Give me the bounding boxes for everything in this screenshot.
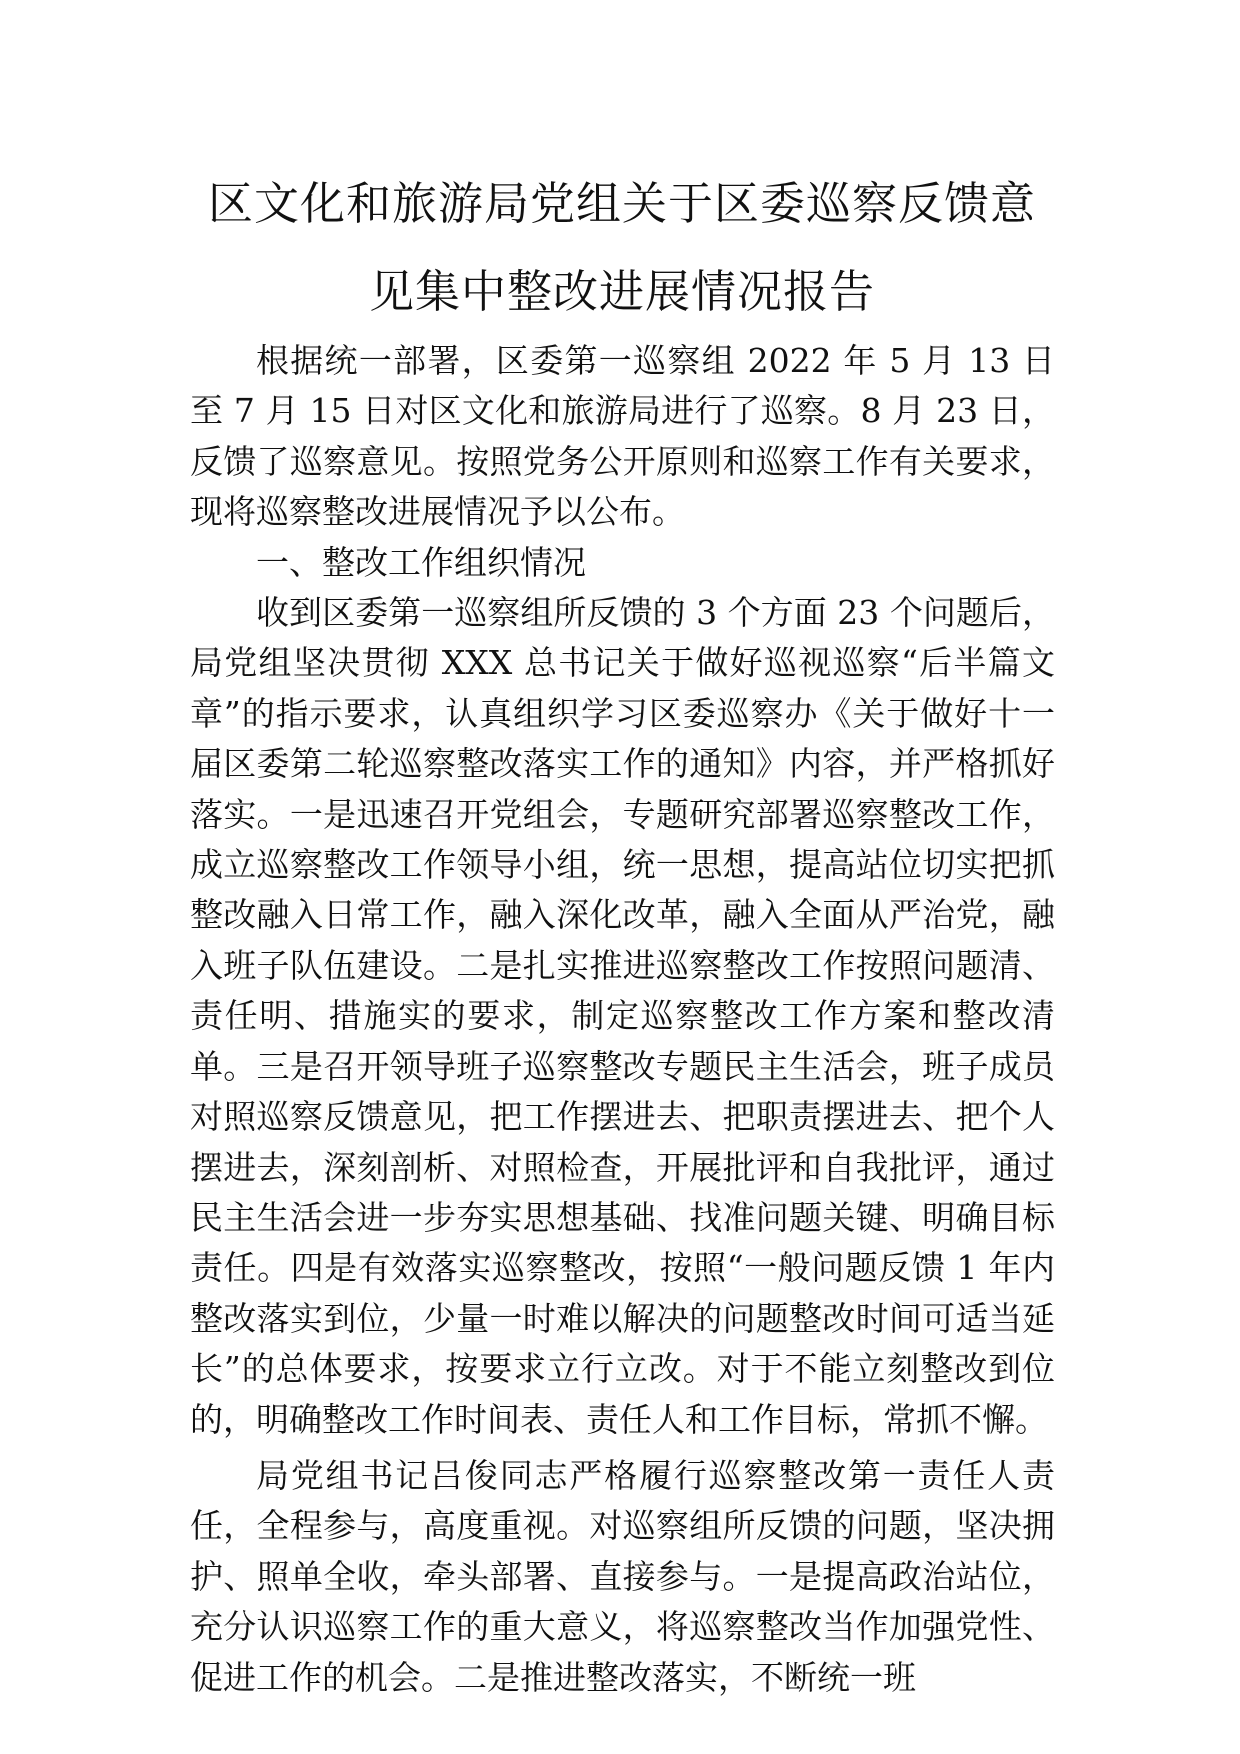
document-body (190, 336, 1055, 1703)
document-title (182, 160, 1062, 336)
document-page (190, 160, 1055, 1703)
paragraph-secretary: 局党组书记吕俊同志严格履行巡察整改第一责任人责任，全程参与，高度重视。对巡察组所反馈的问题，坚决拥护、照单全收，牵头部署、直接参与。一是提高政治站位，充分认识巡察工作的重大意义，将巡察整改当作加强党性、促进工作的机会。二是推进整改落实，不断统一班 (190, 1455, 1055, 1697)
title-line-1: 区文化和旅游局党组关于区委巡察反馈意 (207, 177, 1036, 230)
paragraph-organization: 收到区委第一巡察组所反馈的 3 个方面 23 个问题后，局党组坚决贯彻 XXX 总书记关于做好巡视巡察“后半篇文章”的指示要求，认真组织学习区委巡察办《关于做好十一届区委第二轮巡察整改落实工作的通知》内容，并严格抓好落实。一是迅速召开党组会，专题研究部署巡察整改工作，成立巡察整改工作领导小组，统一思想，提高站位切实把抓整改融入日常工作，融入深化改革，融入全面从严治党，融入班子队伍建设。二是扎实推进巡察整改工作按照问题清、责任明、措施实的要求，制定巡察整改工作方案和整改清单。三是召开领导班子巡察整改专题民主生活会，班子成员对照巡察反馈意见，把工作摆进去、把职责摆进去、把个人摆进去，深刻剖析、对照检查，开展批评和自我批评，通过民主生活会进一步夯实思想基础、找准问题关键、明确目标责任。四是有效落实巡察整改，按照“一般问题反馈 1 年内整改落实到位，少量一时难以解决的问题整改时间可适当延长”的总体要求，按要求立行立改。对于不能立刻整改到位的，明确整改工作时间表、责任人和工作目标，常抓不懈。 (190, 593, 1055, 1439)
section-heading: 一、整改工作组织情况 (256, 542, 586, 582)
title-line-2: 见集中整改进展情况报告 (368, 265, 875, 318)
paragraph-intro: 根据统一部署，区委第一巡察组 2022 年 5 月 13 日至 7 月 15 日对区文化和旅游局进行了巡察。8 月 23 日，反馈了巡察意见。按照党务公开原则和巡察工作有关要求，现将巡察整改进展情况予以公布。 (190, 341, 1055, 532)
